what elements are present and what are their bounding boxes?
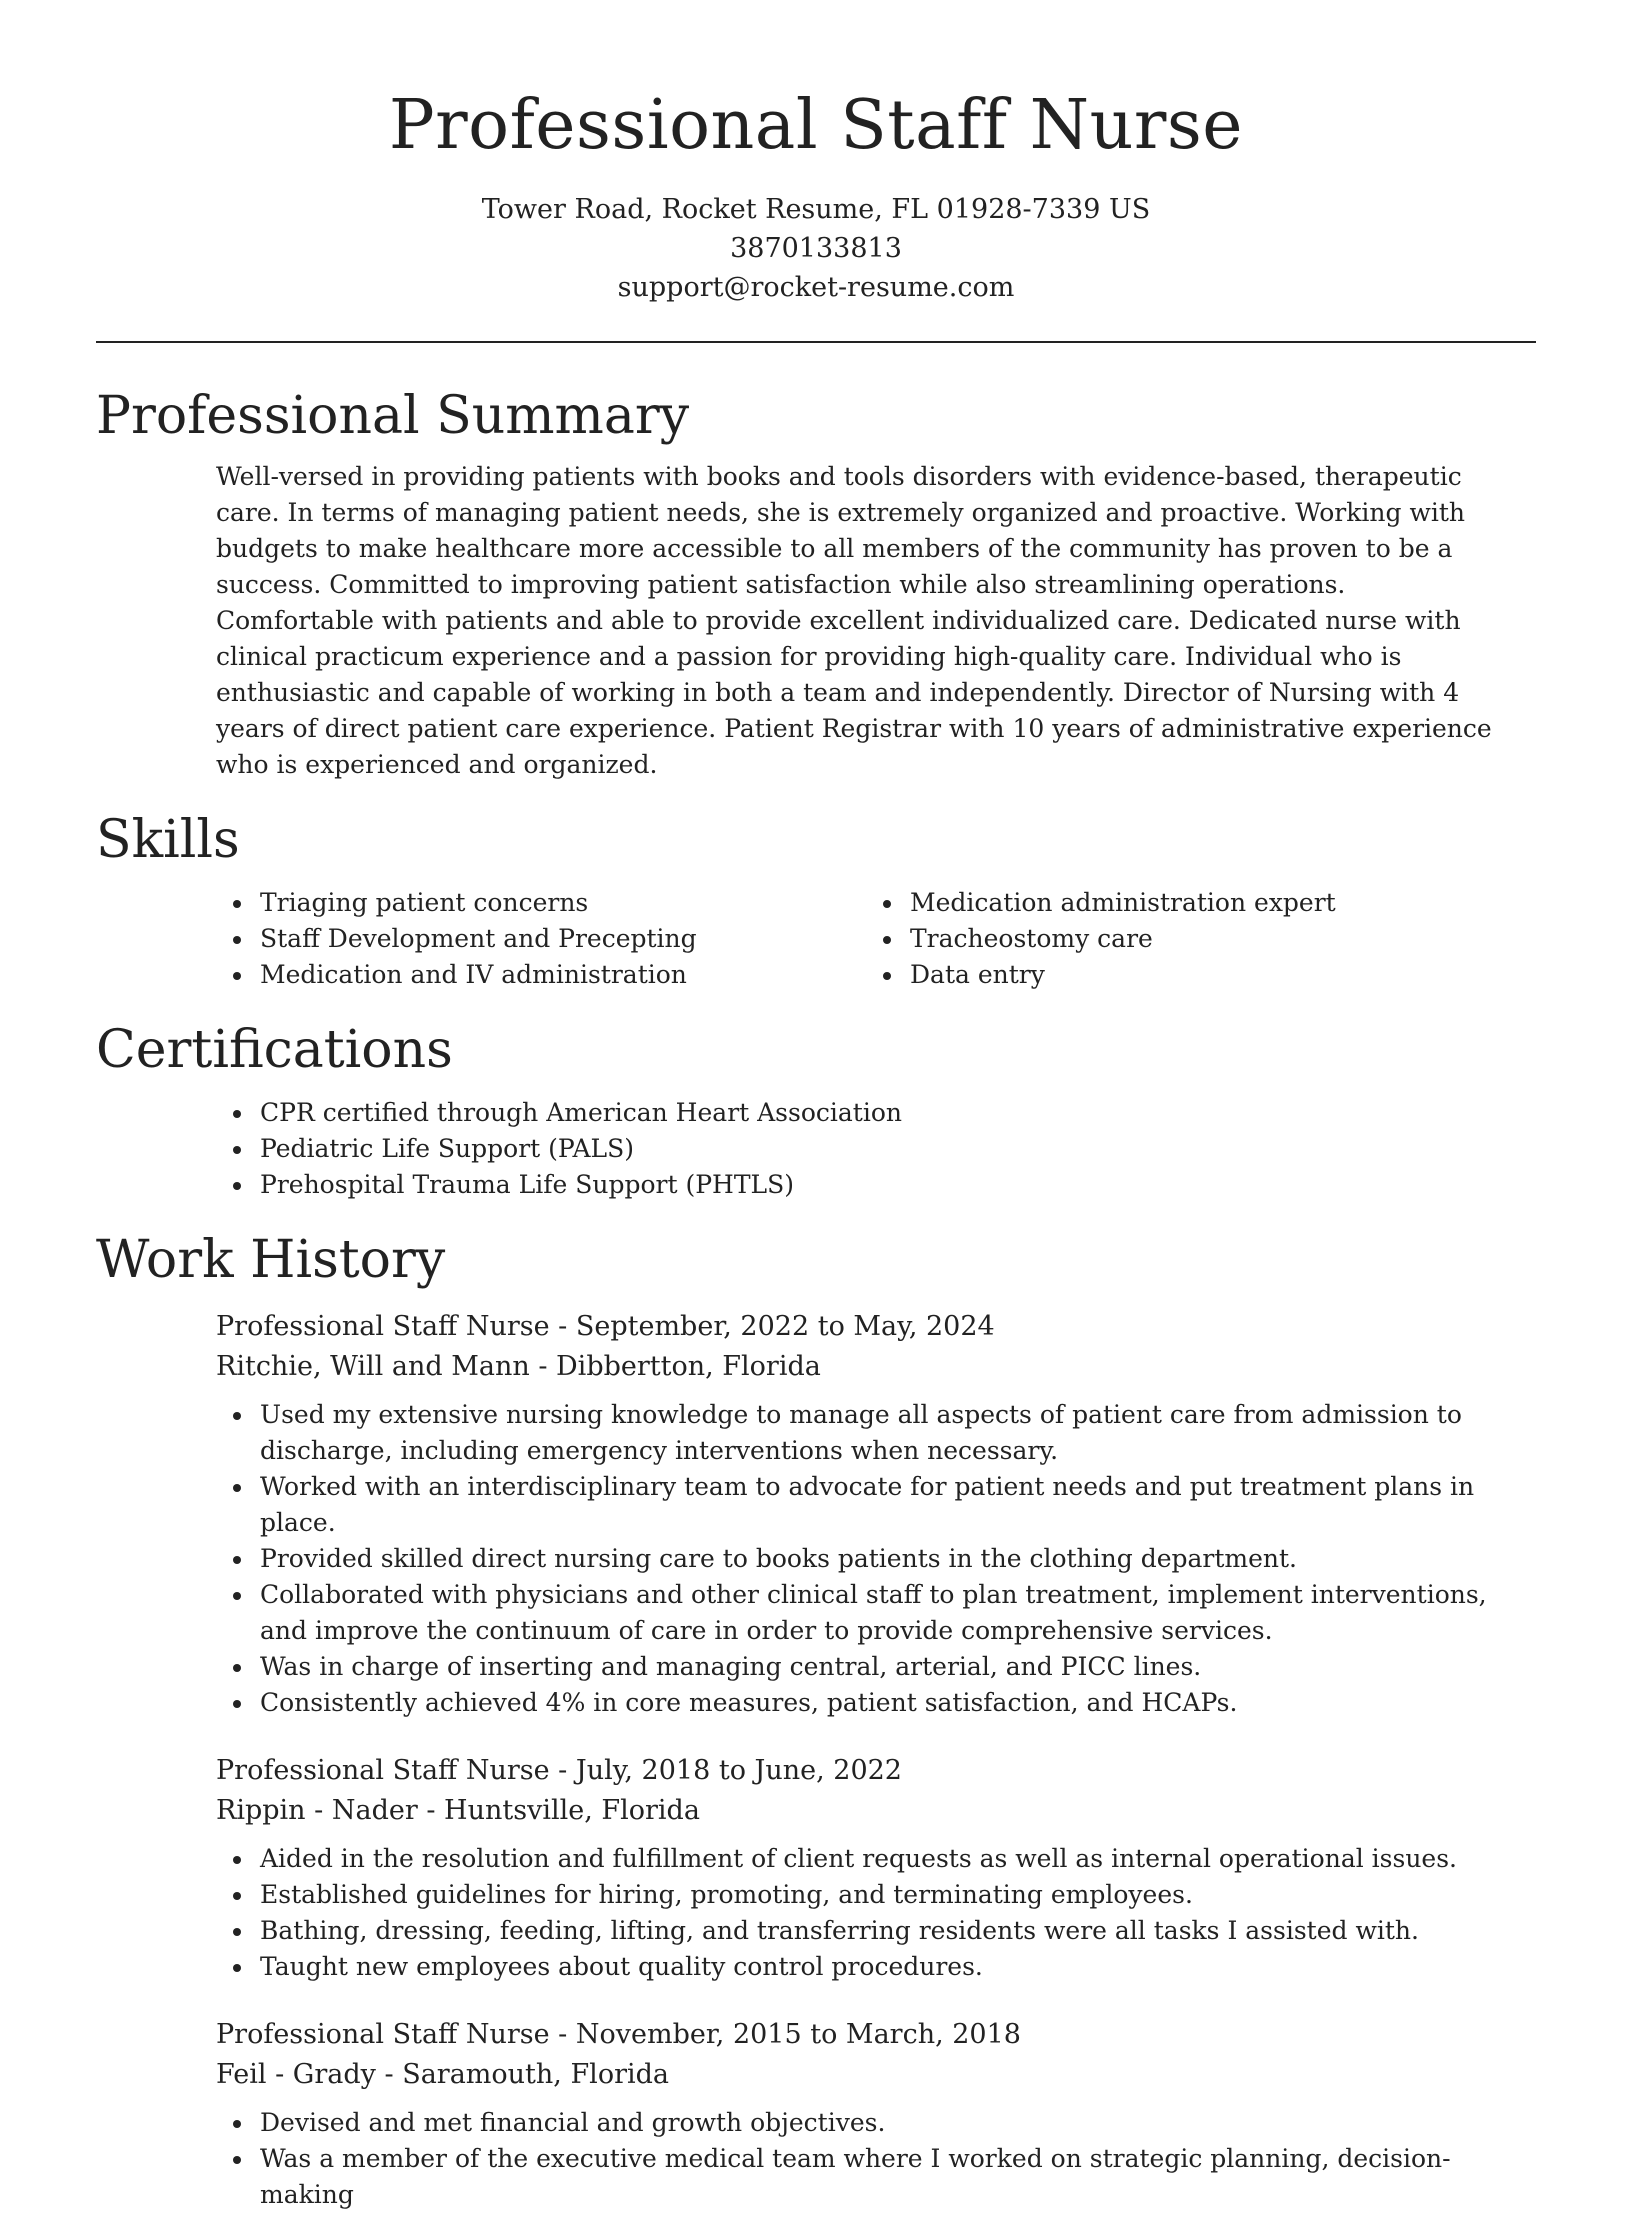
- job-duty: Established guidelines for hiring, promoting, and terminating employees.: [216, 1877, 1536, 1913]
- certifications-list: [216, 1095, 1536, 1203]
- job-entry: [216, 1307, 1536, 1721]
- job-entry: [216, 1751, 1536, 1985]
- summary-text: Well-versed in providing patients with books and tools disorders with evidence-based, therapeutic care. In terms of managing patient needs, she is extremely organized and proactive. Working with budgets to make healthcare more accessible to all members of the community has proven to be a success. Committed to improving patient satisfaction while also streamlining operations. Comfortable with patients and able to provide excellent individualized care. Dedicated nurse with clinical practicum experience and a passion for providing high-quality care. Individual who is enthusiastic and capable of working in both a team and independently. Director of Nursing with 4 years of direct patient care experience. Patient Registrar with 10 years of administrative experience who is experienced and organized.: [216, 462, 1492, 779]
- contact-block: [96, 190, 1536, 307]
- candidate-name: Professional Staff Nurse: [388, 86, 1244, 165]
- job-duties: [216, 1397, 1536, 1721]
- skill-item: Medication and IV administration: [216, 957, 866, 993]
- job-duties: [216, 2105, 1536, 2213]
- job-duty: Was a member of the executive medical team where I worked on strategic planning, decision-making: [216, 2141, 1536, 2213]
- skill-item: Tracheostomy care: [866, 921, 1516, 957]
- certifications-heading: Certifications: [96, 1020, 453, 1080]
- job-title-line: [216, 1307, 1536, 1347]
- job-title-line: [216, 1751, 1536, 1791]
- skill-item: Triaging patient concerns: [216, 885, 866, 921]
- job-duty: Used my extensive nursing knowledge to manage all aspects of patient care from admission to discharge, including emergency interventions when necessary.: [216, 1397, 1536, 1469]
- header-divider: [96, 341, 1536, 343]
- job-duty: Collaborated with physicians and other clinical staff to plan treatment, implement interventions, and improve the continuum of care in order to provide comprehensive services.: [216, 1577, 1536, 1649]
- job-employer-line: [216, 1791, 1536, 1831]
- certification-item: CPR certified through American Heart Association: [216, 1095, 1536, 1131]
- skill-item: Medication administration expert: [866, 885, 1516, 921]
- job-duties: [216, 1841, 1536, 1985]
- job-duty: Devised and met financial and growth objectives.: [216, 2105, 1536, 2141]
- job-title: Professional Staff Nurse: [216, 1311, 550, 1342]
- job-duty: Taught new employees about quality control procedures.: [216, 1949, 1536, 1985]
- job-dates: - July, 2018 to June, 2022: [549, 1755, 902, 1786]
- job-title: Professional Staff Nurse: [216, 2019, 550, 2050]
- certification-item: Prehospital Trauma Life Support (PHTLS): [216, 1167, 1536, 1203]
- job-duty: Bathing, dressing, feeding, lifting, and transferring residents were all tasks I assisted with.: [216, 1913, 1536, 1949]
- email: support@rocket-resume.com: [617, 272, 1015, 303]
- job-duty: Provided skilled direct nursing care to books patients in the clothing department.: [216, 1541, 1536, 1577]
- skills-column-left: [216, 885, 866, 993]
- skills-column-right: [866, 885, 1516, 993]
- phone: 3870133813: [730, 233, 902, 264]
- job-employer: Rippin - Nader: [216, 1795, 418, 1826]
- resume-header: [96, 0, 1536, 307]
- work-history-heading: Work History: [96, 1230, 446, 1290]
- skill-item: Staff Development and Precepting: [216, 921, 866, 957]
- skills-list: [216, 885, 1536, 993]
- certification-item: Pediatric Life Support (PALS): [216, 1131, 1536, 1167]
- job-location: - Dibbertton, Florida: [529, 1351, 821, 1382]
- job-title-line: [216, 2015, 1536, 2055]
- job-title: Professional Staff Nurse: [216, 1755, 550, 1786]
- job-employer: Feil - Grady: [216, 2059, 376, 2090]
- skills-heading: Skills: [96, 810, 240, 870]
- job-duty: Consistently achieved 4% in core measures, patient satisfaction, and HCAPs.: [216, 1685, 1536, 1721]
- job-employer: Ritchie, Will and Mann: [216, 1351, 530, 1382]
- job-duty: Aided in the resolution and fulfillment of client requests as well as internal operational issues.: [216, 1841, 1536, 1877]
- job-entry: [216, 2015, 1536, 2213]
- job-dates: - November, 2015 to March, 2018: [549, 2019, 1021, 2050]
- job-duty: Was in charge of inserting and managing central, arterial, and PICC lines.: [216, 1649, 1536, 1685]
- job-employer-line: [216, 2055, 1536, 2095]
- skill-item: Data entry: [866, 957, 1516, 993]
- job-location: - Saramouth, Florida: [375, 2059, 669, 2090]
- summary-heading: Professional Summary: [96, 386, 690, 446]
- address: Tower Road, Rocket Resume, FL 01928-7339 US: [481, 194, 1151, 225]
- job-location: - Huntsville, Florida: [417, 1795, 700, 1826]
- job-employer-line: [216, 1347, 1536, 1387]
- job-duty: Worked with an interdisciplinary team to advocate for patient needs and put treatment plans in place.: [216, 1469, 1536, 1541]
- job-dates: - September, 2022 to May, 2024: [549, 1311, 995, 1342]
- resume-page: [96, 0, 1536, 2213]
